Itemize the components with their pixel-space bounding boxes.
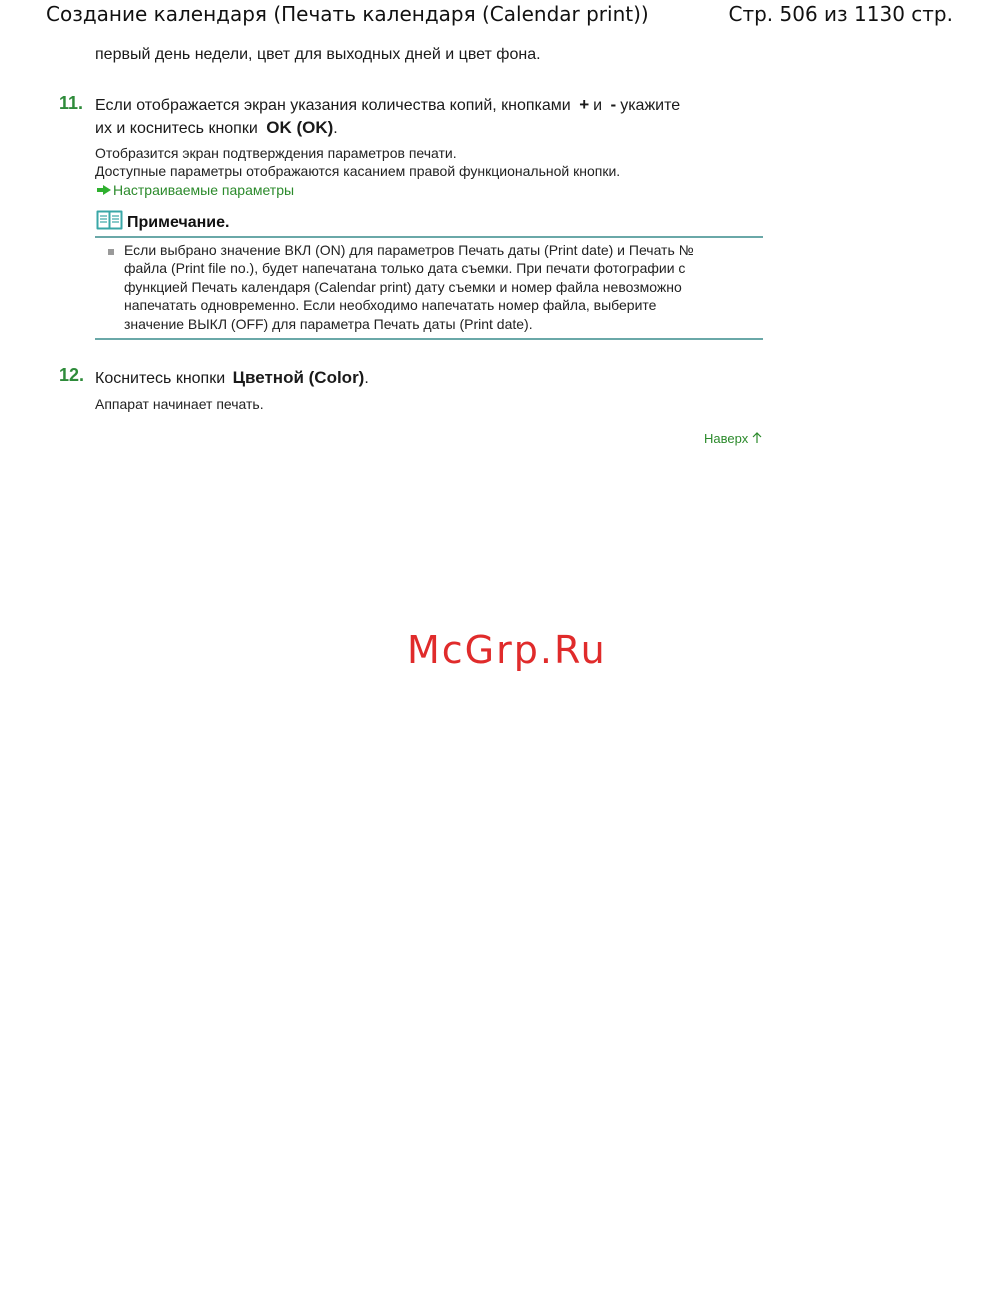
note-line: напечатать одновременно. Если необходимо напечатать номер файла, выберите [124,297,657,314]
note-body [95,240,763,340]
note-text [124,241,744,333]
step-11-text-part2: укажите [620,97,681,114]
step-12-instruction [95,367,755,390]
step-12-desc: Аппарат начинает печать. [95,396,264,412]
custom-settings-link[interactable]: Настраиваемые параметры [113,182,295,198]
and-word: и [593,97,603,114]
minus-button-glyph: - [610,95,617,114]
arrow-up-icon [752,432,762,444]
step-11-desc-1: Отобразится экран подтверждения параметров печати. [95,145,457,161]
step-11-instruction [95,94,755,140]
step-11-line2: их и коснитесь кнопки [95,120,258,137]
note-line: файла (Print file no.), будет напечатана только дата съемки. При печати фотографии с [124,260,686,277]
note-line: Если выбрано значение ВКЛ (ON) для параметров Печать даты (Print date) и Печать № [124,242,694,258]
color-button-label: Цветной (Color) [232,368,365,387]
custom-settings-link-row[interactable] [95,181,294,199]
step-12-period: . [364,370,369,387]
step-11-number: 11. [59,93,84,113]
page-number-indicator: Стр. 506 из 1130 стр. [728,2,953,26]
back-to-top-label[interactable]: Наверх [704,431,749,446]
step-11-desc-2: Доступные параметры отображаются касанием правой функциональной кнопки. [95,163,621,179]
back-to-top-link[interactable] [704,431,762,446]
continuation-text: первый день недели, цвет для выходных дней и цвет фона. [95,46,541,63]
note-header [95,210,763,238]
book-icon [96,210,123,230]
plus-button-glyph: + [579,95,590,114]
page-header-title: Создание календаря (Печать календаря (Calendar print)) [46,2,649,26]
note-line: значение ВЫКЛ (OFF) для параметра Печать даты (Print date). [124,315,533,332]
watermark: McGrp.Ru [407,628,607,672]
green-arrow-icon [103,185,111,195]
note-line: функцией Печать календаря (Calendar print) дату съемки и номер файла невозможно [124,278,682,295]
step-12-text: Коснитесь кнопки [95,370,226,387]
bullet-icon [108,249,114,255]
step-11-period: . [333,120,338,137]
step-11-text-part1: Если отображается экран указания количества копий, кнопками [95,97,571,114]
step-12-number: 12. [59,365,85,385]
note-title: Примечание. [127,214,230,231]
ok-button-label: OK (OK) [266,118,334,137]
